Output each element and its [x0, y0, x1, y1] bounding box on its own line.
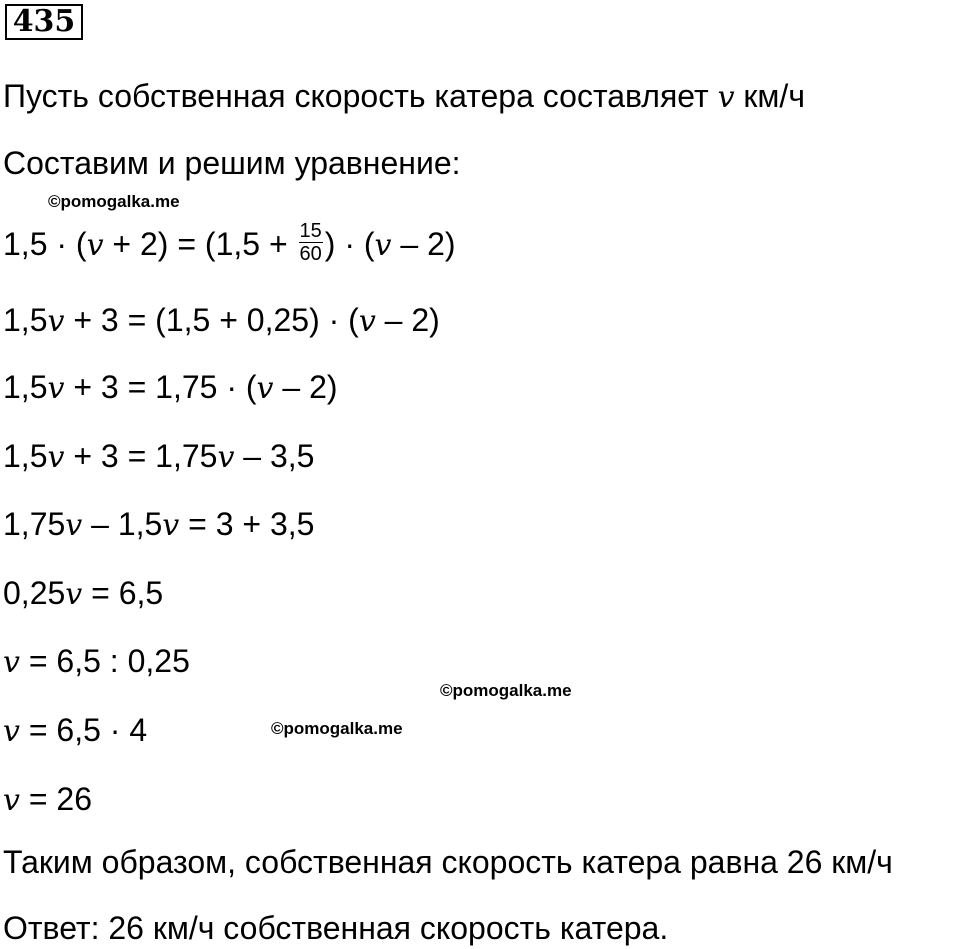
equation-8: v = 6,5 · 4 — [3, 712, 148, 749]
equation-3: 1,5v + 3 = 1,75 · (v – 2) — [3, 369, 338, 406]
answer-line: Ответ: 26 км/ч собственная скорость катера. — [3, 910, 669, 946]
equation-2: 1,5v + 3 = (1,5 + 0,25) · (v – 2) — [3, 302, 440, 339]
setup-line: Составим и решим уравнение: — [3, 145, 461, 181]
equation-6: 0,25v = 6,5 — [3, 575, 164, 612]
fraction-15-60: $\frac{15}{60}$ — [299, 220, 322, 266]
watermark-middle: ©pomogalka.me — [440, 681, 572, 700]
task-number-badge: 435 — [5, 4, 83, 40]
watermark-top: ©pomogalka.me — [48, 192, 180, 211]
equation-5: 1,75v – 1,5v = 3 + 3,5 — [3, 506, 315, 543]
equation-1: 1,5 · (v + 2) = (1,5 + $\frac{15}{60}$ ) · (v – 2) — [3, 220, 456, 266]
equation-7: v = 6,5 : 0,25 — [3, 643, 190, 680]
conclusion-line: Таким образом, собственная скорость катера равна 26 км/ч — [3, 844, 893, 880]
watermark-lower: ©pomogalka.me — [271, 719, 403, 738]
equation-9: v = 26 — [3, 781, 93, 818]
equation-4: 1,5v + 3 = 1,75v – 3,5 — [3, 438, 315, 475]
intro-line: Пусть собственная скорость катера составляет v км/ч — [3, 78, 805, 115]
